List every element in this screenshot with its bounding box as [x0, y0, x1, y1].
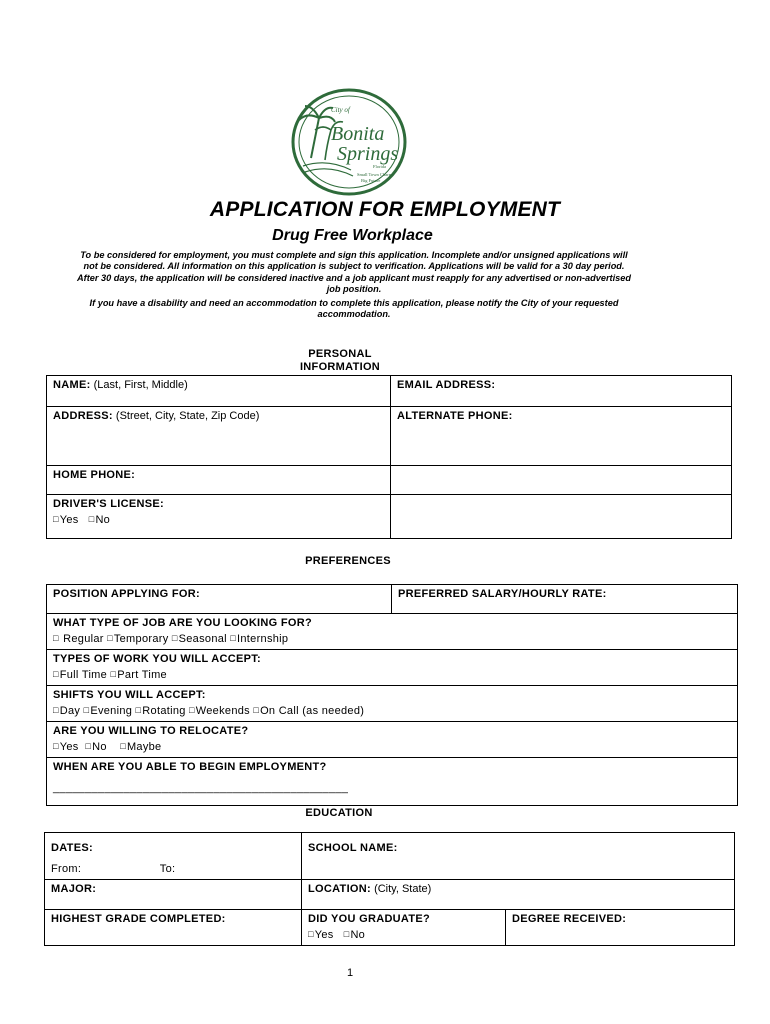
school-name-label: SCHOOL NAME:: [308, 842, 398, 854]
checkbox-icon: □: [135, 705, 142, 715]
personal-section-heading: [0, 348, 680, 374]
position-field[interactable]: [47, 585, 392, 614]
to-field[interactable]: [160, 863, 176, 875]
option-label: Day: [59, 705, 81, 717]
major-label: MAJOR:: [51, 883, 97, 895]
graduated-no-checkbox[interactable]: [344, 929, 365, 941]
relocate-field: [47, 722, 738, 758]
relocate-label: ARE YOU WILLING TO RELOCATE?: [53, 725, 249, 737]
address-label: ADDRESS:: [53, 410, 113, 422]
option-label: Temporary: [113, 633, 169, 645]
education-section-heading: EDUCATION: [305, 807, 373, 819]
logo-state: Florida: [373, 164, 386, 169]
shifts-label: SHIFTS YOU WILL ACCEPT:: [53, 689, 206, 701]
checkbox-icon: □: [53, 633, 59, 643]
job-type-seasonal-checkbox[interactable]: [172, 633, 227, 645]
license-no-checkbox[interactable]: [89, 514, 110, 526]
personal-heading-line1: PERSONAL: [308, 348, 372, 360]
checkbox-icon: □: [120, 741, 126, 751]
checkbox-icon: □: [53, 669, 59, 679]
checkbox-icon: □: [308, 929, 314, 939]
page-title: APPLICATION FOR EMPLOYMENT: [209, 198, 561, 221]
graduated-yes-checkbox[interactable]: [308, 929, 334, 941]
option-label: On Call (as needed): [260, 705, 365, 717]
address-hint: (Street, City, State, Zip Code): [115, 410, 260, 422]
option-label: Part Time: [117, 669, 167, 681]
home-phone-label: HOME PHONE:: [53, 469, 136, 481]
dates-label: DATES:: [51, 842, 93, 854]
start-date-field[interactable]: [47, 758, 738, 806]
city-seal-logo: [291, 88, 407, 196]
preferences-table: [46, 584, 738, 806]
home-phone-extra-cell: [391, 466, 732, 495]
option-label: Weekends: [195, 705, 250, 717]
work-type-label: TYPES OF WORK YOU WILL ACCEPT:: [53, 653, 262, 665]
location-field[interactable]: [302, 880, 735, 910]
highest-grade-field[interactable]: [45, 910, 302, 946]
degree-received-label: DEGREE RECEIVED:: [512, 913, 627, 925]
name-label: NAME:: [53, 379, 91, 391]
degree-received-field[interactable]: [506, 910, 735, 946]
checkbox-icon: □: [53, 741, 59, 751]
alternate-phone-field[interactable]: [391, 407, 732, 466]
accommodation-line: If you have a disability and need an accommodation to complete this application, please notify the City of your requested: [89, 298, 619, 308]
option-label: No: [92, 741, 107, 753]
accommodation-line: accommodation.: [317, 309, 391, 320]
alternate-phone-label: ALTERNATE PHONE:: [397, 410, 513, 422]
job-type-label: WHAT TYPE OF JOB ARE YOU LOOKING FOR?: [53, 617, 313, 629]
checkbox-icon: □: [53, 705, 59, 715]
drivers-license-label: DRIVER'S LICENSE:: [53, 498, 165, 510]
option-label: Rotating: [142, 705, 186, 717]
option-label: Yes: [314, 929, 334, 941]
checkbox-icon: □: [253, 705, 260, 715]
checkbox-icon: □: [110, 669, 117, 679]
license-no-label: No: [95, 514, 111, 526]
personal-info-table: [46, 375, 732, 539]
checkbox-icon: □: [343, 929, 350, 939]
position-label: POSITION APPLYING FOR:: [53, 588, 200, 600]
education-table: [44, 832, 735, 946]
email-field[interactable]: [391, 376, 732, 407]
to-label: To:: [159, 863, 176, 875]
salary-label: PREFERRED SALARY/HOURLY RATE:: [398, 588, 607, 600]
shifts-field: [47, 686, 738, 722]
work-full-time-checkbox[interactable]: [53, 669, 107, 681]
relocate-no-checkbox[interactable]: [85, 741, 106, 753]
shift-on-call-checkbox[interactable]: [253, 705, 364, 717]
checkbox-icon: □: [88, 514, 95, 524]
work-type-field: [47, 650, 738, 686]
name-hint: (Last, First, Middle): [93, 379, 188, 391]
license-yes-checkbox[interactable]: [53, 514, 79, 526]
option-label: Full Time: [59, 669, 108, 681]
school-name-field[interactable]: [302, 833, 735, 880]
job-type-field: [47, 614, 738, 650]
personal-heading-line2: INFORMATION: [299, 361, 381, 373]
location-label: LOCATION:: [308, 883, 371, 895]
option-label: No: [350, 929, 366, 941]
intro-line: To be considered for employment, you must complete and sign this application. Incomplete and/or unsigned applications will: [80, 250, 628, 260]
highest-grade-label: HIGHEST GRADE COMPLETED:: [51, 913, 226, 925]
drivers-license-extra-cell: [391, 495, 732, 539]
logo-name-line2: Springs: [337, 143, 399, 165]
start-date-label: WHEN ARE YOU ABLE TO BEGIN EMPLOYMENT?: [53, 761, 327, 773]
job-type-regular-checkbox[interactable]: [53, 633, 104, 645]
start-date-line: ______________________________________________: [53, 782, 349, 794]
major-field[interactable]: [45, 880, 302, 910]
drivers-license-field: [47, 495, 391, 539]
shift-evening-checkbox[interactable]: [84, 705, 133, 717]
relocate-maybe-checkbox[interactable]: [120, 741, 161, 753]
accommodation-paragraph: [40, 298, 668, 321]
logo-top-text: City of: [331, 106, 350, 114]
from-field[interactable]: [51, 863, 81, 875]
option-label: Evening: [90, 705, 133, 717]
address-field[interactable]: [47, 407, 391, 466]
checkbox-icon: □: [83, 705, 90, 715]
option-label: Maybe: [126, 741, 162, 753]
relocate-yes-checkbox[interactable]: [53, 741, 79, 753]
job-type-internship-checkbox[interactable]: [230, 633, 288, 645]
checkbox-icon: □: [230, 633, 237, 643]
salary-field[interactable]: [392, 585, 738, 614]
page-subtitle: Drug Free Workplace: [272, 227, 433, 244]
email-label: EMAIL ADDRESS:: [397, 379, 496, 391]
option-label: Regular: [63, 633, 104, 645]
name-field[interactable]: [47, 376, 391, 407]
shift-day-checkbox[interactable]: [53, 705, 80, 717]
option-label: Internship: [237, 633, 289, 645]
checkbox-icon: □: [189, 705, 195, 715]
logo-tagline-2: Big Future: [361, 178, 381, 183]
intro-line: After 30 days, the application will be considered inactive and a job applicant must reapply for any advertised or non-advertised: [77, 272, 631, 283]
checkbox-icon: □: [107, 633, 113, 643]
license-yes-label: Yes: [59, 514, 79, 526]
option-label: Seasonal: [178, 633, 227, 645]
shift-rotating-checkbox[interactable]: [136, 705, 186, 717]
checkbox-icon: □: [53, 514, 59, 524]
home-phone-field[interactable]: [47, 466, 391, 495]
job-type-temporary-checkbox[interactable]: [107, 633, 168, 645]
shift-weekends-checkbox[interactable]: [189, 705, 250, 717]
dates-field: [45, 833, 302, 880]
logo-tagline-1: Small Town Charm,: [357, 172, 394, 177]
intro-line: not be considered. All information on this application is subject to verification. Applications will be valid for a 30 day period.: [83, 261, 625, 272]
intro-line: job position.: [326, 284, 382, 295]
graduated-field: [302, 910, 506, 946]
from-label: From:: [51, 863, 82, 875]
intro-paragraph: [40, 250, 668, 296]
location-hint: (City, State): [374, 883, 432, 895]
work-part-time-checkbox[interactable]: [110, 669, 167, 681]
checkbox-icon: □: [85, 741, 92, 751]
checkbox-icon: □: [171, 633, 178, 643]
graduated-label: DID YOU GRADUATE?: [308, 913, 431, 925]
logo-name-line1: Bonita: [331, 123, 385, 145]
page-number: 1: [346, 967, 354, 979]
option-label: Yes: [59, 741, 79, 753]
preferences-section-heading: PREFERENCES: [305, 555, 391, 567]
